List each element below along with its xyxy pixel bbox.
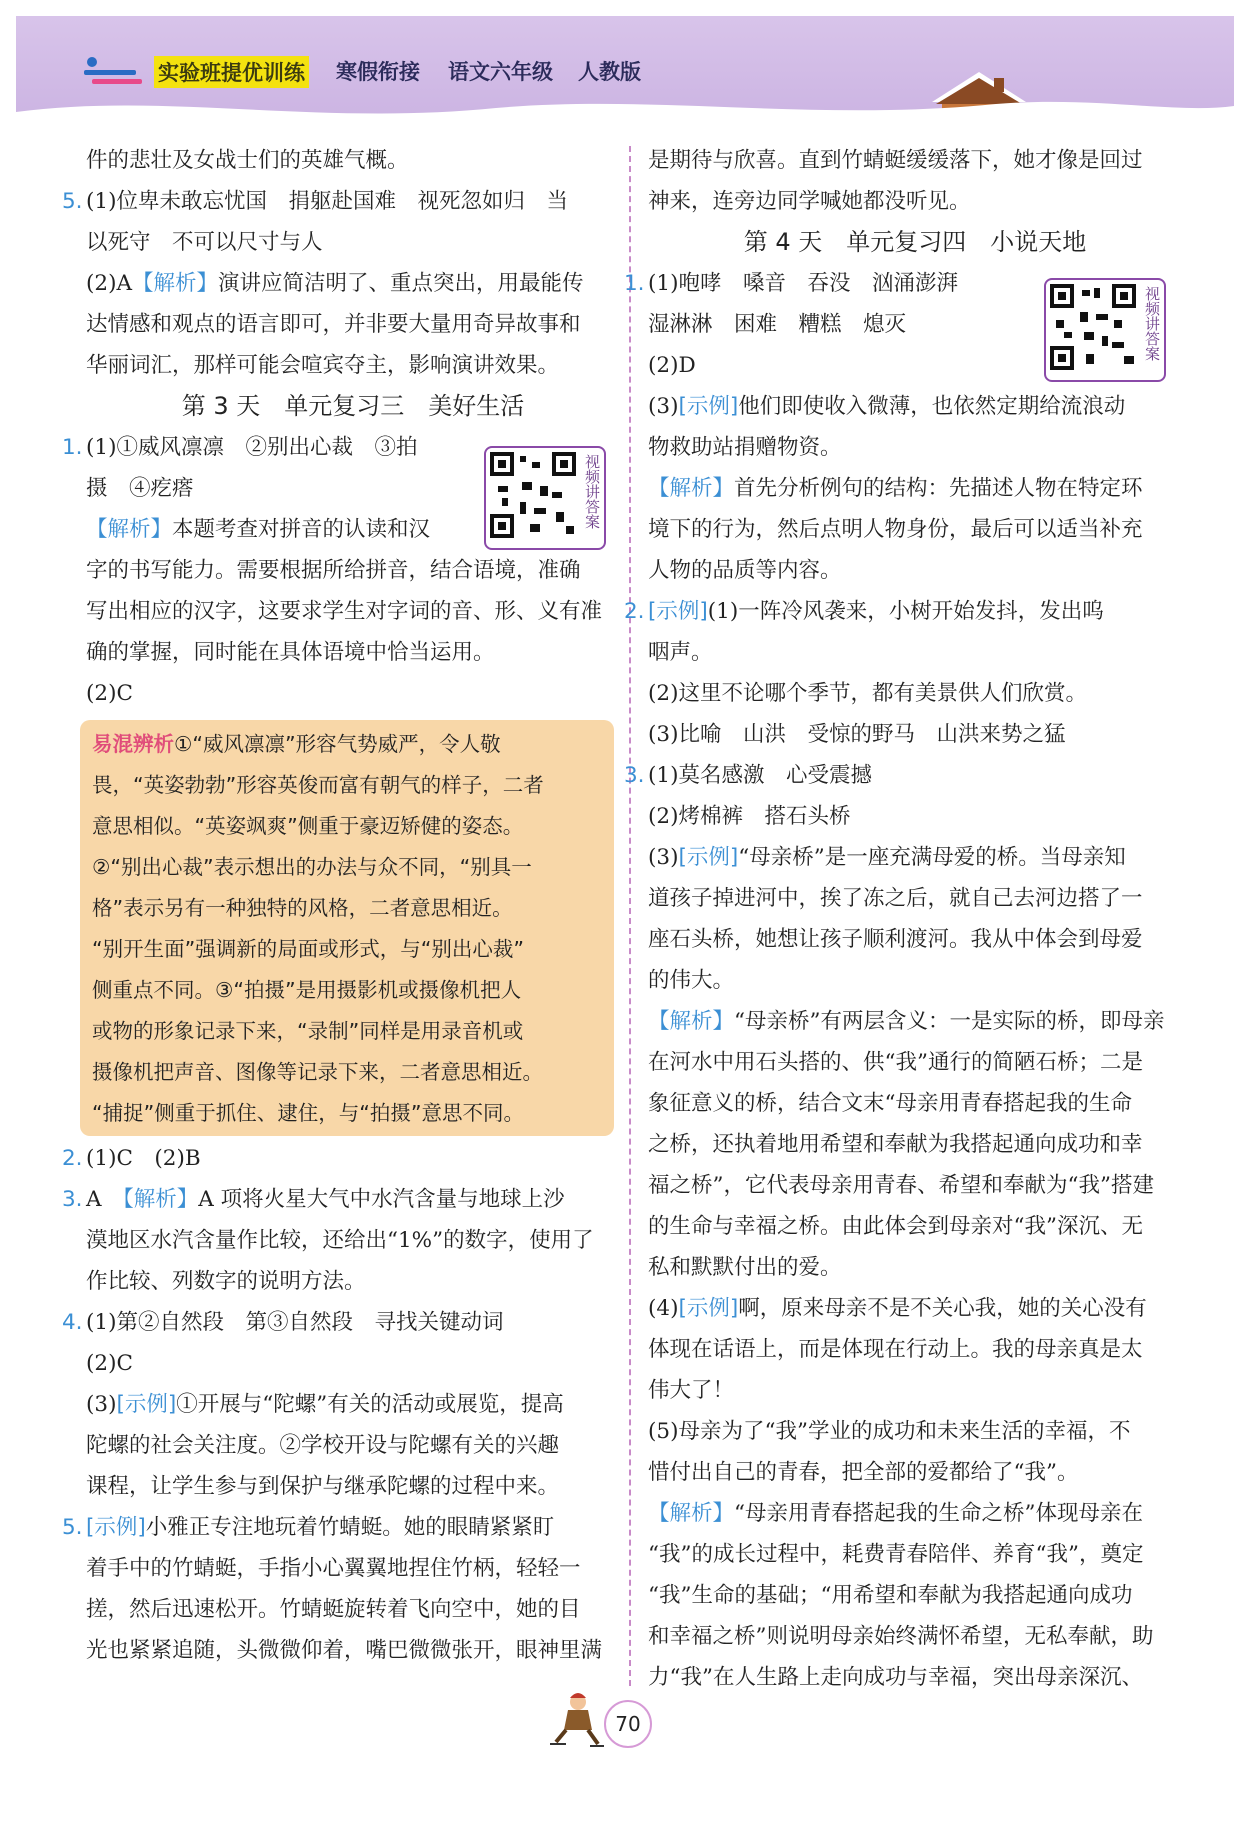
example-tag: [示例] (86, 1515, 146, 1540)
answer-text: A (86, 1187, 124, 1212)
text-line: 件的悲壮及女战士们的英雄气概。 (86, 148, 409, 173)
confusable-words-note (80, 720, 614, 1136)
note-text: ②“别出心裁”表示想出的办法与众不同，“别具一 (92, 855, 532, 879)
question-number: 2. (624, 599, 645, 624)
answer-text: (1)①威风凛凛 ②别出心裁 ③拍 (86, 435, 418, 460)
example-tag: [示例] (678, 394, 739, 419)
example-tag: [示例] (648, 599, 708, 624)
analysis-line (648, 1001, 1182, 1042)
answer-text: (1)莫名感激 心受震撼 (648, 763, 872, 788)
question-4-line (62, 1302, 620, 1343)
answer-text: (1)位卑未敢忘忧国 捐躯赴国难 视死忽如归 当 (86, 189, 568, 214)
column-divider (629, 146, 631, 1686)
text-line: 之桥，还执着地用希望和奉献为我搭起通向成功和幸 (648, 1132, 1143, 1157)
video-answer-qr-code[interactable] (484, 446, 606, 550)
answer-text: (2)A (86, 271, 132, 296)
text-line: 是期待与欣喜。直到竹蜻蜓缓缓落下，她才像是回过 (648, 148, 1143, 173)
day-4-heading: 第 4 天 单元复习四 小说天地 (743, 228, 1087, 256)
example-line (648, 386, 1182, 427)
text-line: (2)C (86, 1351, 133, 1376)
text-line: 课程，让学生参与到保护与继承陀螺的过程中来。 (86, 1474, 560, 1499)
text-line: 以死守 不可以尺寸与人 (86, 230, 323, 255)
analysis-text: 演讲应简洁明了、重点突出，用最能传 (218, 271, 584, 296)
qr-label: 视频讲答案 (583, 454, 601, 529)
text-line: 道孩子掉进河中，挨了冻之后，就自己去河边搭了一 (648, 886, 1143, 911)
text-line: 字的书写能力。需要根据所给拼音，结合语境，准确 (86, 558, 581, 583)
analysis-line (648, 1493, 1182, 1534)
book-series-logo-icon (80, 52, 150, 92)
question-number: 1. (624, 271, 645, 296)
text-line: 咽声。 (648, 640, 713, 665)
subject-grade: 语文六年级 (448, 60, 553, 84)
text-line: 象征意义的桥，结合文末“母亲用青春搭起我的生命 (648, 1091, 1132, 1116)
snow-ground (16, 92, 1234, 126)
example-line (648, 837, 1182, 878)
text-line: (2)烤棉裤 搭石头桥 (648, 804, 851, 829)
left-column (62, 140, 620, 1671)
analysis-tag: 【解析】 (131, 271, 218, 296)
note-text: 格”表示另有一种独特的风格，二者意思相近。 (92, 896, 513, 920)
text-line: (3)比喻 山洪 受惊的野马 山洪来势之猛 (648, 722, 1066, 747)
text-line: 体现在话语上，而是体现在行动上。我的母亲真是太 (648, 1337, 1143, 1362)
qr-label: 视频讲答案 (1143, 286, 1161, 361)
text-line: (5)母亲为了“我”学业的成功和未来生活的幸福，不 (648, 1419, 1131, 1444)
note-text: 畏，“英姿勃勃”形容英俊而富有朝气的样子，二者 (92, 773, 544, 797)
text-line: 力“我”在人生路上走向成功与幸福，突出母亲深沉、 (648, 1665, 1143, 1690)
analysis-line (86, 263, 620, 304)
question-5-line (62, 181, 620, 222)
question-2-line (62, 1138, 620, 1179)
answer-text: (3) (86, 1392, 117, 1417)
question-3-line (624, 755, 1182, 796)
example-tag: [示例] (678, 1296, 739, 1321)
skater-mascot-icon (548, 1690, 606, 1750)
text-line: 着手中的竹蜻蜓，手指小心翼翼地捏住竹柄，轻轻一 (86, 1556, 581, 1581)
qr-code-icon (1050, 284, 1136, 370)
analysis-tag: 【解析】 (86, 517, 173, 542)
analysis-line (648, 468, 1182, 509)
note-text: “捕捉”侧重于抓住、逮住，与“拍摄”意思不同。 (92, 1101, 524, 1125)
question-number: 3. (624, 763, 645, 788)
text-line: (2)D (648, 353, 696, 378)
text-line: “我”的成长过程中，耗费青春陪伴、养育“我”，奠定 (648, 1542, 1144, 1567)
text-line: 在河水中用石头搭的、供“我”通行的简陋石桥；二是 (648, 1050, 1143, 1075)
note-text: 意思相似。“英姿飒爽”侧重于豪迈矫健的姿态。 (92, 814, 524, 838)
analysis-text: A 项将火星大气中水汽含量与地球上沙 (198, 1187, 565, 1212)
page-header (16, 16, 1234, 126)
text-line: 达情感和观点的语言即可，并非要大量用奇异故事和 (86, 312, 581, 337)
example-text: 小雅正专注地玩着竹蜻蜓。她的眼睛紧紧盯 (145, 1515, 555, 1540)
text-line: 惜付出自己的青春，把全部的爱都给了“我”。 (648, 1460, 1079, 1485)
answer-text: (1)咆哮 嗓音 吞没 汹涌澎湃 (648, 271, 958, 296)
text-line: “我”生命的基础；“用希望和奉献为我搭起通向成功 (648, 1583, 1133, 1608)
text-line: 私和默默付出的爱。 (648, 1255, 842, 1280)
text-line: 神来，连旁边同学喊她都没听见。 (648, 189, 971, 214)
answer-text: (1)C (2)B (86, 1146, 201, 1171)
example-text: “母亲桥”是一座充满母爱的桥。当母亲知 (738, 845, 1126, 870)
text-line: 物救助站捐赠物资。 (648, 435, 842, 460)
answer-text: (1)第②自然段 第③自然段 寻找关键动词 (86, 1310, 504, 1335)
text-line: 确的掌握，同时能在具体语境中恰当运用。 (86, 640, 495, 665)
analysis-tag: 【解析】 (123, 1187, 199, 1212)
example-line (648, 1288, 1182, 1329)
answer-text: (4) (648, 1296, 679, 1321)
text-line: (2)C (86, 681, 133, 706)
example-tag: [示例] (678, 845, 739, 870)
example-tag: [示例] (116, 1392, 177, 1417)
example-text: 他们即使收入微薄，也依然定期给流浪动 (738, 394, 1126, 419)
page-number: 70 (604, 1700, 652, 1748)
text-line: 写出相应的汉字，这要求学生对字词的音、形、义有准 (86, 599, 603, 624)
note-tag: 易混辨析 (92, 732, 174, 756)
text-line: 和幸福之桥”则说明母亲始终满怀希望，无私奉献，助 (648, 1624, 1154, 1649)
question-number: 5. (62, 189, 83, 214)
question-3-line (62, 1179, 620, 1220)
question-number: 2. (62, 1146, 83, 1171)
series-brand: 实验班提优训练 (154, 56, 309, 88)
text-line: 作比较、列数字的说明方法。 (86, 1269, 366, 1294)
text-line: 搓，然后迅速松开。竹蜻蜓旋转着飞向空中，她的目 (86, 1597, 581, 1622)
text-line: 摄 ④疙瘩 (86, 476, 194, 501)
text-line: 漠地区水汽含量作比较，还给出“1%”的数字，使用了 (86, 1228, 594, 1253)
answer-text: (3) (648, 845, 679, 870)
text-line: 湿淋淋 困难 糟糕 熄灭 (648, 312, 907, 337)
text-line: 光也紧紧追随，头微微仰着，嘴巴微微张开，眼神里满 (86, 1638, 603, 1663)
edition: 人教版 (578, 60, 641, 84)
text-line: 陀螺的社会关注度。②学校开设与陀螺有关的兴趣 (86, 1433, 560, 1458)
text-line: 华丽词汇，那样可能会喧宾夺主，影响演讲效果。 (86, 353, 560, 378)
text-line: 的生命与幸福之桥。由此体会到母亲对“我”深沉、无 (648, 1214, 1143, 1239)
text-line: 福之桥”，它代表母亲用青春、希望和奉献为“我”搭建 (648, 1173, 1154, 1198)
text-line: 座石头桥，她想让孩子顺利渡河。我从中体会到母爱 (648, 927, 1143, 952)
analysis-tag: 【解析】 (648, 476, 735, 501)
question-number: 1. (62, 435, 83, 460)
example-line (86, 1384, 620, 1425)
analysis-text: 本题考查对拼音的认读和汉 (172, 517, 431, 542)
note-text: ①“威风凛凛”形容气势威严，令人敬 (174, 732, 501, 756)
note-text: 摄像机把声音、图像等记录下来，二者意思相近。 (92, 1060, 543, 1084)
analysis-text: “母亲桥”有两层含义：一是实际的桥，即母亲 (734, 1009, 1165, 1034)
text-line: 的伟大。 (648, 968, 735, 993)
text-line: 境下的行为，然后点明人物身份，最后可以适当补充 (648, 517, 1143, 542)
day-3-heading: 第 3 天 单元复习三 美好生活 (181, 392, 525, 420)
question-number: 3. (62, 1187, 83, 1212)
question-number: 5. (62, 1515, 83, 1540)
qr-code-icon (490, 452, 576, 538)
series-subtitle: 寒假衔接 (336, 60, 420, 84)
text-line: (2)这里不论哪个季节，都有美景供人们欣赏。 (648, 681, 1087, 706)
note-text: 或物的形象记录下来，“录制”同样是用录音机或 (92, 1019, 524, 1043)
note-text: “别开生面”强调新的局面或形式，与“别出心裁” (92, 937, 524, 961)
question-5b-line (62, 1507, 620, 1548)
analysis-tag: 【解析】 (648, 1009, 735, 1034)
question-number: 4. (62, 1310, 83, 1335)
question-2-line (624, 591, 1182, 632)
example-text: (1)一阵冷风袭来，小树开始发抖，发出呜 (707, 599, 1104, 624)
analysis-tag: 【解析】 (648, 1501, 735, 1526)
text-line: 人物的品质等内容。 (648, 558, 842, 583)
text-line: 伟大了！ (648, 1378, 735, 1403)
video-answer-qr-code[interactable] (1044, 278, 1166, 382)
analysis-text: 首先分析例句的结构：先描述人物在特定环 (734, 476, 1143, 501)
note-text: 侧重点不同。③“拍摄”是用摄影机或摄像机把人 (92, 978, 522, 1002)
example-text: ①开展与“陀螺”有关的活动或展览，提高 (176, 1392, 564, 1417)
answer-text: (3) (648, 394, 679, 419)
analysis-text: “母亲用青春搭起我的生命之桥”体现母亲在 (734, 1501, 1144, 1526)
example-text: 啊，原来母亲不是不关心我，她的关心没有 (738, 1296, 1147, 1321)
